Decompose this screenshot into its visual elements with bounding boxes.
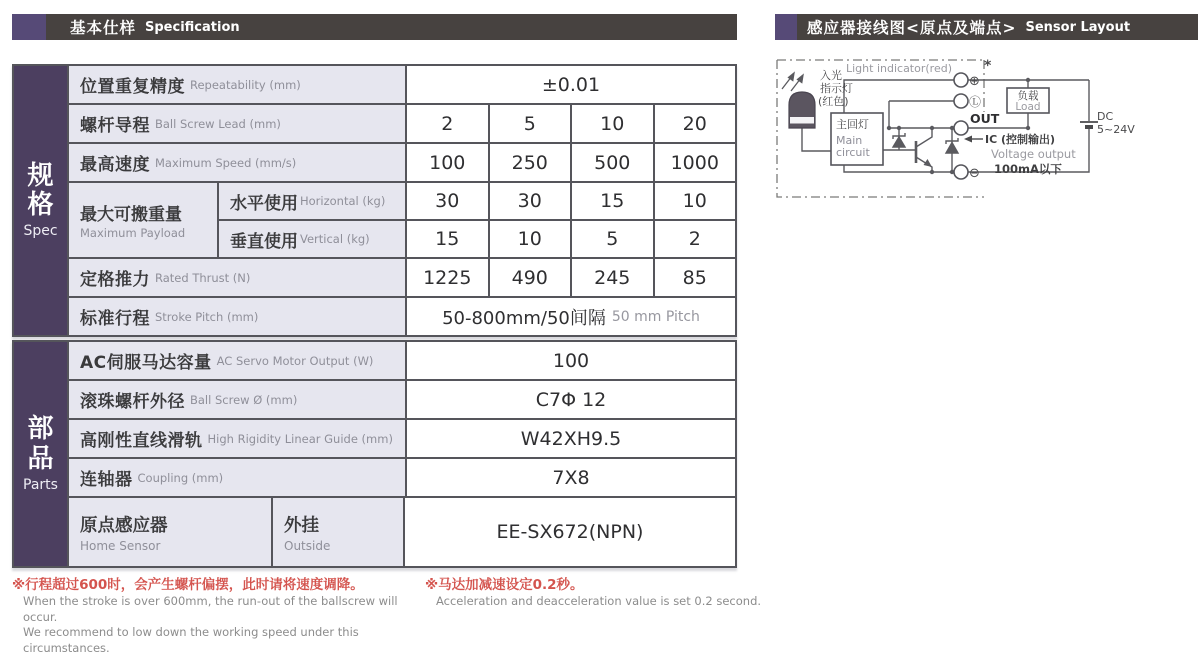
value-cell: 15 (570, 183, 653, 219)
terminal-circles (954, 73, 968, 179)
header-accent-square (775, 14, 797, 40)
main-circuit-label-en1: Main (836, 134, 863, 147)
footnote-en: When the stroke is over 600mm, the run-out of the ballscrew will occur. (23, 594, 398, 624)
footnote-en: Acceleration and deacceleration value is set 0.2 second. (436, 594, 762, 609)
value-cell: 2 (405, 105, 488, 142)
asterisk-mark: * (984, 58, 992, 74)
footnote-zh: ※行程超过600时，会产生螺杆偏摆，此时请将速度调降。 (12, 577, 364, 593)
footnote-en: We recommend to low down the working speed under this circumstances. (23, 625, 359, 655)
sidebar-parts (14, 342, 69, 566)
spec-header-title-zh: 基本仕样 (70, 19, 137, 37)
sidebar-spec-label-zh: 规格 (27, 160, 54, 220)
sidebar-parts-label-en: Parts (23, 476, 58, 493)
l-terminal-symbol: Ⓛ (969, 95, 982, 109)
spec-section-header (12, 14, 737, 40)
row-label: 高刚性直线滑轨 High Rigidity Linear Guide (mm) (69, 420, 405, 457)
row-servo-output (69, 342, 735, 379)
voltage-output-label: Voltage output (991, 147, 1076, 161)
value-cell: 500 (570, 144, 653, 181)
row-max-speed (69, 142, 735, 181)
battery-icon (1080, 122, 1098, 127)
terminal-minus (954, 165, 968, 179)
value-cell: 50-800mm/50间隔 50 mm Pitch (405, 298, 735, 335)
row-label: 位置重复精度 Repeatability (mm) (69, 66, 405, 103)
row-label: 标准行程 Stroke Pitch (mm) (69, 298, 405, 335)
value-cell: 20 (653, 105, 736, 142)
spec-rows (69, 66, 735, 335)
value-cell: C7Φ 12 (405, 381, 735, 418)
sensor-header-title-zh: 感应器接线图<原点及端点> (807, 19, 1017, 37)
row-payload-horizontal (219, 183, 735, 219)
sensor-section-header (775, 14, 1198, 40)
sensor-header-title-en: Sensor Layout (1025, 19, 1131, 35)
light-indicator-label-zh2: 指示灯 (820, 82, 853, 95)
row-payload-vertical (219, 219, 735, 257)
row-label: AC伺服马达容量 AC Servo Motor Output (W) (69, 342, 405, 379)
sidebar-spec-label-en: Spec (23, 223, 58, 240)
load-label-en: Load (1015, 101, 1041, 113)
value-cell: 100 (405, 144, 488, 181)
footnote-zh: ※马达加减速设定0.2秒。 (425, 577, 584, 593)
specification-table (12, 64, 737, 568)
ic-output-arrow-icon (964, 136, 983, 143)
dc-range-label: 5~24V (1097, 123, 1135, 136)
light-indicator-label-zh1: 入光 (820, 69, 842, 82)
value-cell: 15 (405, 221, 488, 257)
value-cell: 10 (653, 183, 736, 219)
zener-diode-icon (946, 128, 958, 172)
row-label: 最高速度 Maximum Speed (mm/s) (69, 144, 405, 181)
main-circuit-box (831, 113, 883, 165)
row-label: 定格推力 Rated Thrust (N) (69, 259, 405, 296)
row-home-sensor (69, 496, 735, 566)
transistor-icon (916, 128, 932, 172)
row-stroke-pitch (69, 296, 735, 335)
light-indicator-label-en: Light indicator(red) (846, 62, 952, 75)
row-repeatability (69, 66, 735, 103)
row-label: 螺杆导程 Ball Screw Lead (mm) (69, 105, 405, 142)
row-label: 连轴器 Coupling (mm) (69, 459, 405, 496)
header-accent-square (12, 14, 46, 40)
parts-section (12, 340, 737, 568)
minus-terminal-symbol: ⊖ (969, 166, 980, 181)
terminal-plus (954, 73, 968, 87)
light-ray-arrows-icon (782, 73, 803, 91)
main-circuit-label-en2: circuit (836, 146, 870, 159)
spec-section (12, 64, 737, 337)
light-indicator-label-zh3: (红色) (818, 95, 849, 108)
sidebar-spec (14, 66, 69, 335)
zener-diode-icon (893, 128, 905, 150)
led-indicator-icon (782, 73, 815, 128)
row-label: 垂直使用 Vertical (kg) (219, 221, 405, 257)
value-cell: 1000 (653, 144, 736, 181)
value-cell: 30 (488, 183, 571, 219)
row-max-payload (69, 181, 735, 257)
sidebar-parts-label-zh: 部品 (27, 414, 54, 474)
payload-subrows (217, 183, 735, 257)
load-box (1007, 88, 1049, 113)
ic-output-label: IC (控制输出) (985, 133, 1056, 146)
parts-rows (69, 342, 735, 566)
value-cell: 10 (570, 105, 653, 142)
value-cell: 5 (570, 221, 653, 257)
sensor-circuit-svg (772, 55, 1200, 207)
value-cell: 245 (570, 259, 653, 296)
value-cell: 1225 (405, 259, 488, 296)
row-linear-guide (69, 418, 735, 457)
footnote-acceleration (425, 576, 845, 610)
dc-label: DC (1097, 110, 1114, 123)
value-cell: 100 (405, 342, 735, 379)
value-cell: 490 (488, 259, 571, 296)
value-cell: 30 (405, 183, 488, 219)
spec-header-title-en: Specification (145, 19, 240, 35)
home-sensor-mount-label: 外挂 Outside (271, 498, 403, 566)
value-cell: EE-SX672(NPN) (403, 498, 735, 566)
value-cell: 250 (488, 144, 571, 181)
load-label-zh: 负载 (1017, 90, 1039, 102)
value-cell: 85 (653, 259, 736, 296)
value-cell: 7X8 (405, 459, 735, 496)
row-rated-thrust (69, 257, 735, 296)
row-label: 滚珠螺杆外径 Ball Screw Ø (mm) (69, 381, 405, 418)
row-coupling (69, 457, 735, 496)
footnote-stroke-warning (12, 576, 422, 656)
sensor-wiring-diagram (772, 55, 1200, 211)
value-cell: W42XH9.5 (405, 420, 735, 457)
value-cell: 2 (653, 221, 736, 257)
plus-terminal-symbol: ⊕ (969, 74, 980, 89)
value-cell: ±0.01 (405, 66, 735, 103)
terminal-l (954, 94, 968, 108)
payload-label: 最大可搬重量 Maximum Payload (69, 183, 217, 257)
value-cell: 5 (488, 105, 571, 142)
sensor-header-bar (797, 14, 1198, 40)
main-circuit-label-zh: 主回灯 (836, 118, 869, 131)
home-sensor-label: 原点感应器 Home Sensor (69, 498, 271, 566)
terminal-out (954, 121, 968, 135)
row-ball-screw-diameter (69, 379, 735, 418)
row-label: 水平使用 Horizontal (kg) (219, 183, 405, 219)
out-terminal-label: OUT (970, 111, 1000, 126)
row-ball-screw-lead (69, 103, 735, 142)
current-limit-label: 100mA以下 (994, 162, 1062, 176)
value-cell: 10 (488, 221, 571, 257)
spec-header-bar (46, 14, 737, 40)
